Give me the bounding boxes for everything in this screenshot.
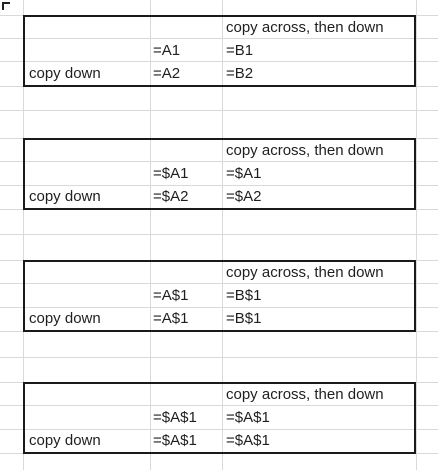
header-cell[interactable]: copy across, then down [226, 142, 384, 159]
formula-cell[interactable]: =A$1 [153, 287, 189, 304]
gridline [0, 234, 438, 235]
formula-cell[interactable]: =$A2 [226, 188, 262, 205]
label-cell[interactable]: copy down [29, 188, 101, 205]
formula-cell[interactable]: =$A$1 [226, 432, 270, 449]
formula-cell[interactable]: =A1 [153, 42, 181, 59]
gridline [0, 357, 438, 358]
formula-cell[interactable]: =B$1 [226, 287, 262, 304]
formula-cell[interactable]: =A$1 [153, 310, 189, 327]
bordered-range-block [23, 138, 416, 210]
label-cell[interactable]: copy down [29, 65, 101, 82]
formula-cell[interactable]: =$A2 [153, 188, 189, 205]
gridline [0, 110, 438, 111]
label-cell[interactable]: copy down [29, 310, 101, 327]
formula-cell[interactable]: =$A1 [153, 165, 189, 182]
formula-cell[interactable]: =A2 [153, 65, 181, 82]
bordered-range-block [23, 260, 416, 332]
header-cell[interactable]: copy across, then down [226, 386, 384, 403]
formula-cell[interactable]: =$A1 [226, 165, 262, 182]
formula-cell[interactable]: =B2 [226, 65, 254, 82]
formula-cell[interactable]: =B1 [226, 42, 254, 59]
header-cell[interactable]: copy across, then down [226, 264, 384, 281]
select-all-corner[interactable] [2, 2, 10, 10]
bordered-range-block [23, 15, 416, 87]
gridline [416, 0, 417, 470]
label-cell[interactable]: copy down [29, 432, 101, 449]
bordered-range-block [23, 382, 416, 454]
formula-cell[interactable]: =$A$1 [226, 409, 270, 426]
formula-cell[interactable]: =$A$1 [153, 432, 197, 449]
formula-cell[interactable]: =B$1 [226, 310, 262, 327]
formula-cell[interactable]: =$A$1 [153, 409, 197, 426]
header-cell[interactable]: copy across, then down [226, 19, 384, 36]
